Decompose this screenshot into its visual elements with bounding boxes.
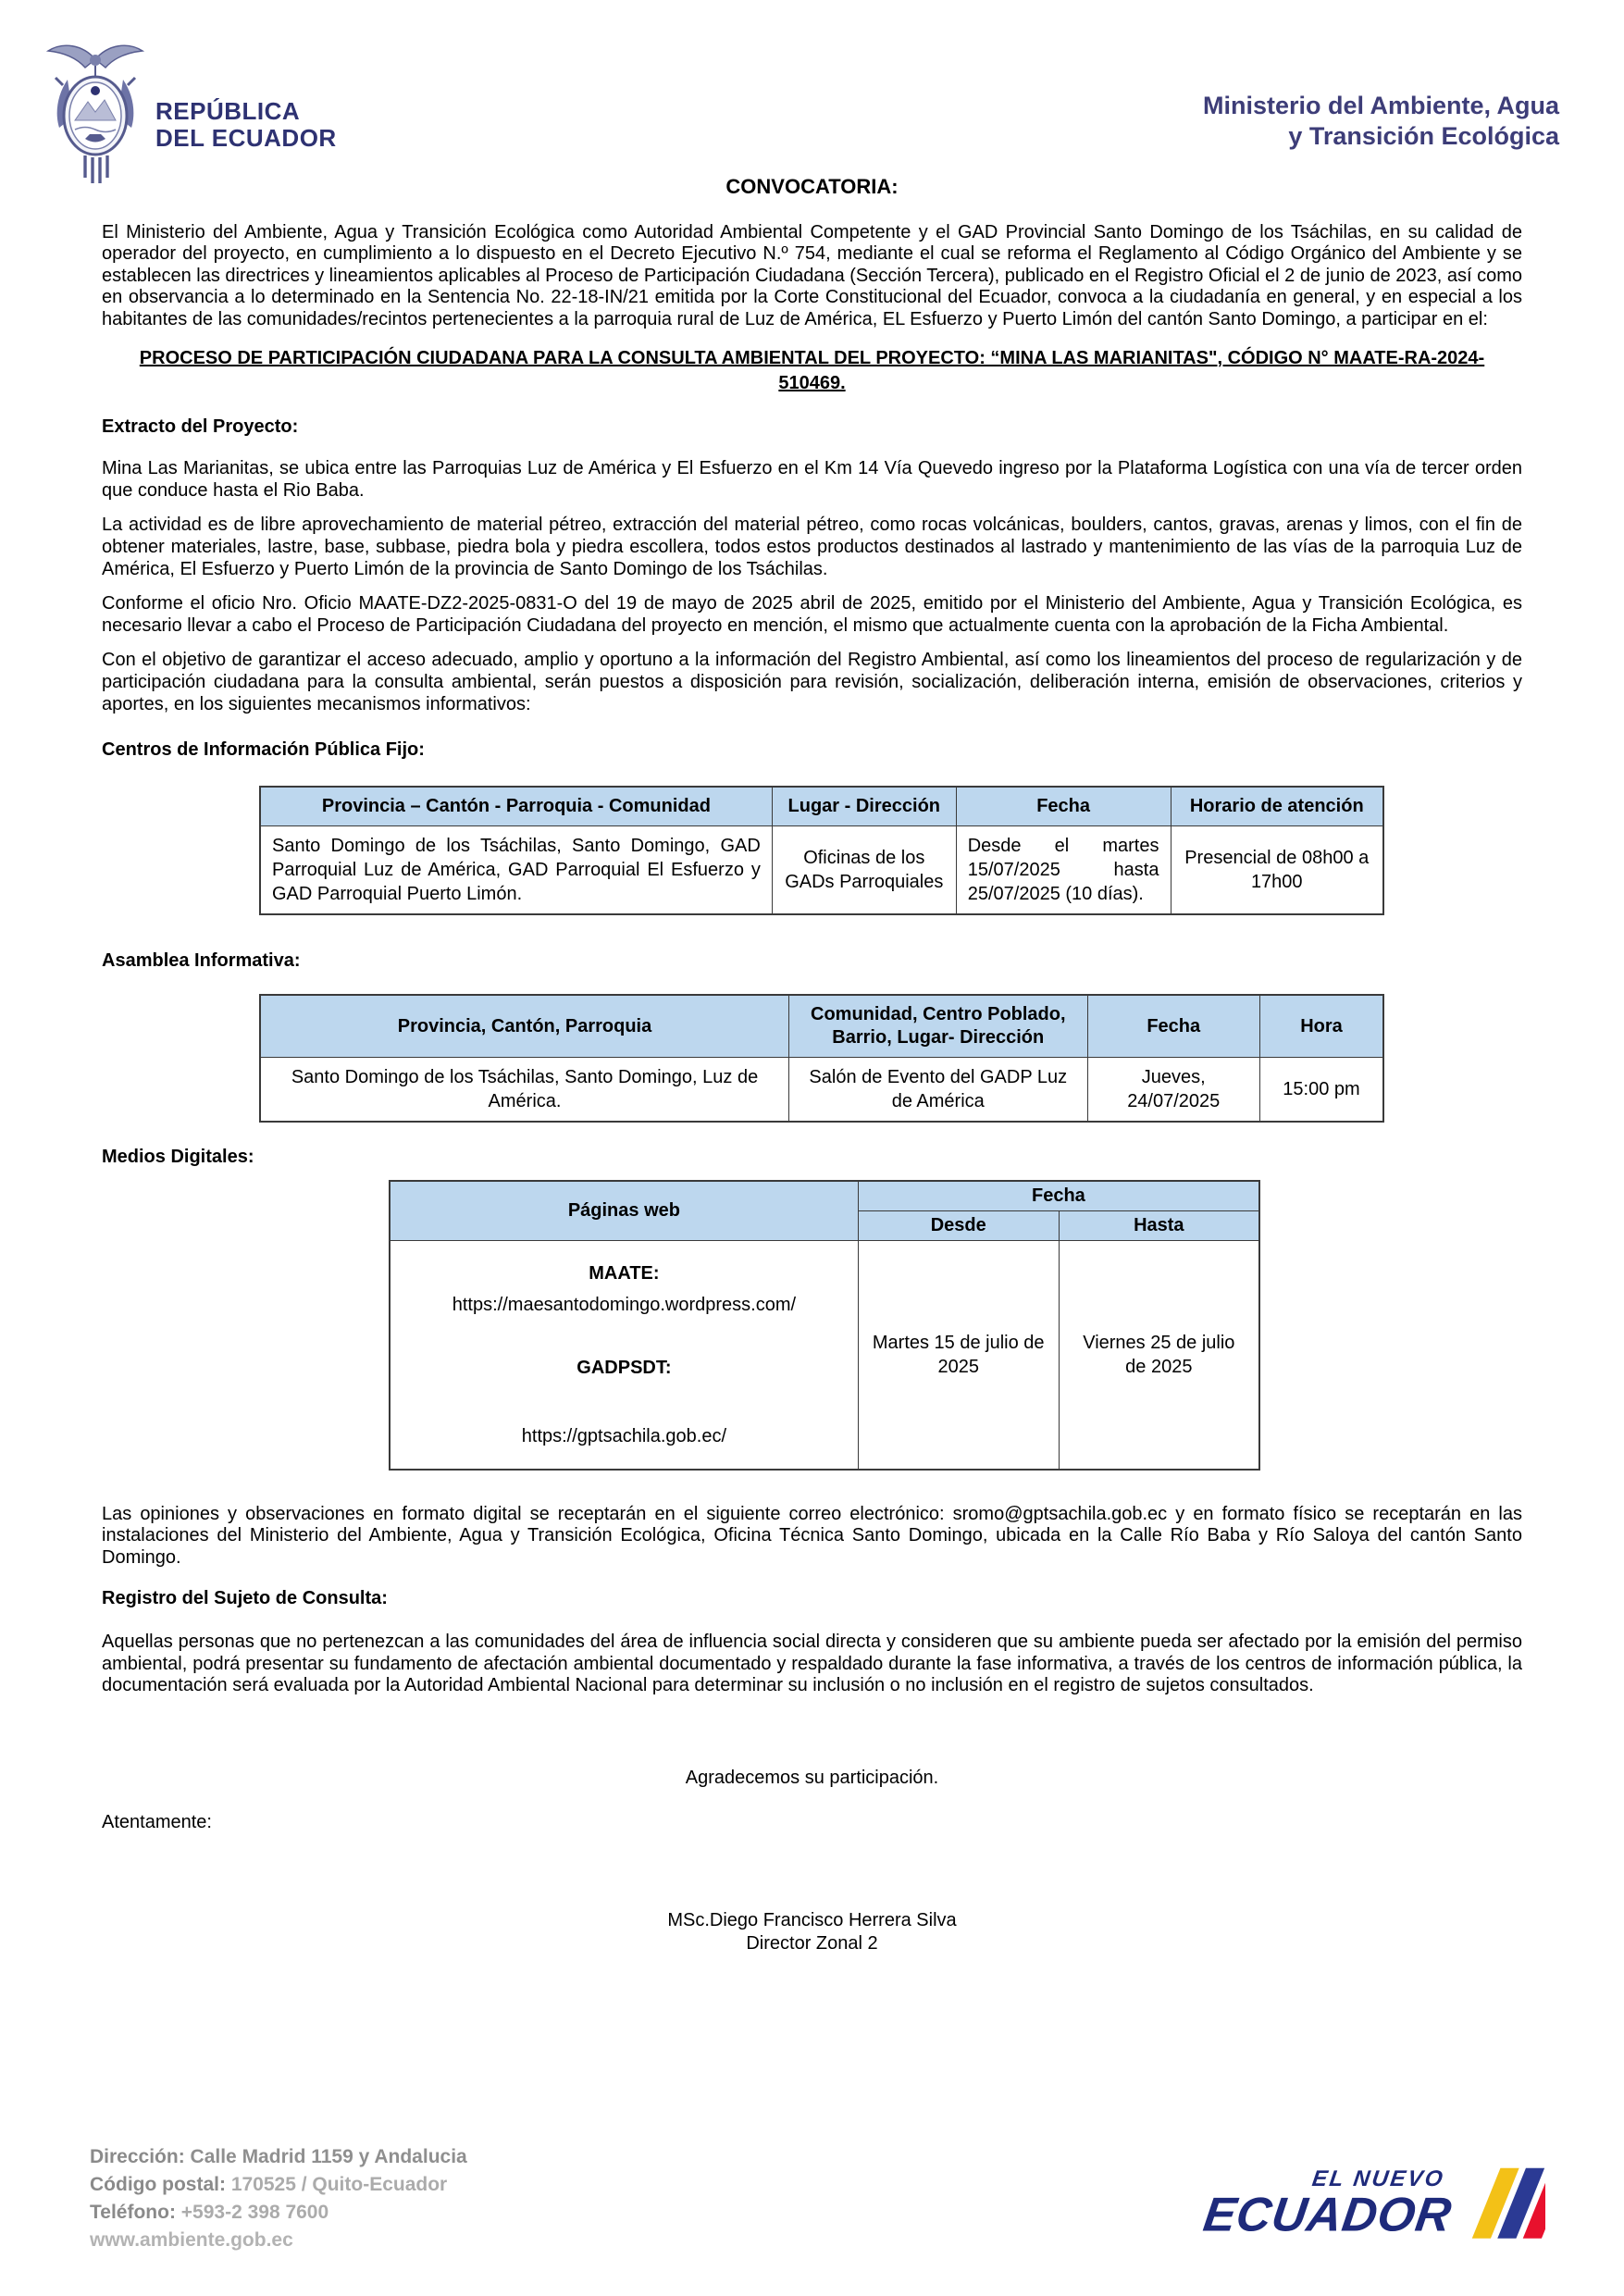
centros-heading: Centros de Información Pública Fijo: [102,739,425,761]
telefono-label: Teléfono: [90,2202,176,2223]
footer-telefono [90,2199,467,2227]
centros-cell-horario: Presencial de 08h00 a 17h00 [1171,825,1383,914]
table-header-row [260,787,1383,826]
svg-text:EL NUEVO: EL NUEVO [1310,2166,1446,2192]
medios-header-fecha: Fecha [858,1181,1259,1211]
codigo-value: 170525 / Quito-Ecuador [225,2174,448,2195]
republic-wordmark [155,98,337,152]
gadpsdt-url: https://gptsachila.gob.ec/ [521,1425,727,1446]
direccion-value: Calle Madrid 1159 y Andalucia [184,2146,467,2167]
centros-cell-fecha: Desde el martes 15/07/2025 hasta 25/07/2025 (10 días). [956,825,1171,914]
table-row [260,1058,1383,1123]
intro-paragraph: El Ministerio del Ambiente, Agua y Transición Ecológica como Autoridad Ambiental Competente y el GAD Provincial Santo Domingo de los Tsáchilas, en su calidad de operador del proyecto, en cumplimiento a lo dispuesto en el Decreto Ejecutivo N.º 754, mediante el cual se reforma el Reglamento al Código Orgánico del Ambiente y se establecen las directrices y lineamientos aplicables al Proceso de Participación Ciudadana (Sección Tercera), publicado en el Registro Oficial el 2 de junio de 2023, así como en observancia a lo determinado en la Sentencia No. 22-18-IN/21 emitida por la Corte Constitucional del Ecuador, convoca a la ciudadanía en general, y en especial a los habitantes de las comunidades/recintos pertenecientes a la parroquia rural de Luz de América, EL Esfuerzo y Puerto Limón del cantón Santo Domingo, a participar en el: [102,221,1522,329]
footer-contact-block [90,2143,467,2254]
medios-heading: Medios Digitales: [102,1147,254,1168]
table-row [390,1240,1259,1470]
paragraph-objetivo: Con el objetivo de garantizar el acceso adecuado, amplio y oportuno a la información del Registro Ambiental, así como los lineamientos del proceso de regularización y de participación ciudadana para la consulta ambiental, serán puestos a disposición para revisión, socialización, deliberación interna, emisión de observaciones, criterios y aportes, en los siguientes mecanismos informativos: [102,650,1522,714]
centros-header-horario: Horario de atención [1171,787,1383,826]
ministry-line1: Ministerio del Ambiente, Agua [1202,92,1559,119]
el-nuevo-ecuador-logo [1194,2156,1545,2253]
centros-cell-lugar: Oficinas de los GADs Parroquiales [772,825,956,914]
asamblea-header-comunidad: Comunidad, Centro Poblado, Barrio, Lugar- Dirección [789,995,1088,1058]
table-header-row [260,995,1383,1058]
paragraph-actividad: La actividad es de libre aprovechamiento de material pétreo, extracción del material pétreo, como rocas volcánicas, boulders, cantos, gravas, arenas y limos, con el fin de obtener materiales, lastre, base, subbase, piedra bola y piedra escollera, todos estos productos destinados al lastrado y mantenimiento de las vías de la parroquia Luz de América, El Esfuerzo y Puerto Limón de la provincia de Santo Domingo de los Tsáchilas. [102,515,1522,579]
asamblea-header-hora: Hora [1259,995,1383,1058]
medios-cell-desde: Martes 15 de julio de 2025 [858,1240,1059,1470]
footer-direccion [90,2143,467,2171]
paragraph-opiniones: Las opiniones y observaciones en formato digital se receptarán en el siguiente correo electrónico: sromo@gptsachila.gob.ec y en formato físico se receptarán en las instalaciones del Ministerio del Ambiente, Agua y Transición Ecológica, Oficina Técnica Santo Domingo, ubicada en la Calle Río Baba y Río Saloya del cantón Santo Domingo. [102,1503,1522,1569]
footer-website: www.ambiente.gob.ec [90,2229,293,2251]
atentamente-line: Atentamente: [102,1811,212,1832]
process-title: PROCESO DE PARTICIPACIÓN CIUDADANA PARA LA CONSULTA AMBIENTAL DEL PROYECTO: “MINA LAS MARIANITAS", CÓDIGO N° MAATE-RA-2024-510469. [139,347,1485,393]
centros-header-lugar: Lugar - Dirección [772,787,956,826]
ministry-line2: y Transición Ecológica [1288,122,1559,150]
centros-cell-provincia: Santo Domingo de los Tsáchilas, Santo Domingo, GAD Parroquial Luz de América, GAD Parroquial El Esfuerzo y GAD Parroquial Puerto Limón. [260,825,772,914]
asamblea-cell-provincia: Santo Domingo de los Tsáchilas, Santo Domingo, Luz de América. [260,1058,789,1123]
asamblea-header-fecha: Fecha [1087,995,1259,1058]
codigo-label: Código postal: [90,2174,226,2195]
paragraph-oficio: Conforme el oficio Nro. Oficio MAATE-DZ2-2025-0831-O del 19 de mayo de 2025 abril de 2025, emitido por el Ministerio del Ambiente, Agua y Transición Ecológica, es necesario llevar a cabo el Proceso de Participación Ciudadana del proyecto en mención, el mismo que actualmente cuenta con la aprobación de la Ficha Ambiental. [102,593,1522,636]
medios-cell-hasta: Viernes 25 de julio de 2025 [1059,1240,1259,1470]
direccion-label: Dirección: [90,2146,185,2167]
asamblea-heading: Asamblea Informativa: [102,949,301,971]
centros-header-provincia: Provincia – Cantón - Parroquia - Comunidad [260,787,772,826]
signature-title: Director Zonal 2 [746,1933,878,1955]
document-body [102,176,1522,1955]
medios-table [389,1180,1260,1471]
republic-line1: REPÚBLICA [155,97,301,125]
table-header-row [390,1181,1259,1211]
medios-cell-paginas [390,1240,858,1470]
signature-name: MSc.Diego Francisco Herrera Silva [667,1910,957,1931]
page-title: CONVOCATORIA: [725,175,899,198]
centros-table [259,786,1384,915]
paragraph-registro: Aquellas personas que no pertenezcan a las comunidades del área de influencia social directa y consideren que su ambiente pueda ser afectado por la emisión del permiso ambiental, podrá presentar su fundamento de afectación ambiental documentado y respaldado durante la fase informativa, a través de los centros de información pública, la documentación será evaluada por la Autoridad Ambiental Nacional para determinar su inclusión o no inclusión en el registro de sujetos consultados. [102,1632,1522,1696]
asamblea-cell-hora: 15:00 pm [1259,1058,1383,1123]
medios-header-paginas: Páginas web [390,1181,858,1241]
ecuador-coat-of-arms-icon [39,37,152,190]
thanks-line: Agradecemos su participación. [685,1768,939,1789]
medios-header-hasta: Hasta [1059,1210,1259,1240]
telefono-value: +593-2 398 7600 [175,2202,329,2223]
extracto-heading: Extracto del Proyecto: [102,416,299,437]
centros-header-fecha: Fecha [956,787,1171,826]
registro-heading: Registro del Sujeto de Consulta: [102,1587,388,1608]
asamblea-cell-comunidad: Salón de Evento del GADP Luz de América [789,1058,1088,1123]
asamblea-table [259,994,1384,1123]
gadpsdt-label: GADPSDT: [576,1357,672,1378]
maate-url: https://maesantodomingo.wordpress.com/ [452,1294,797,1315]
svg-text:ECUADOR: ECUADOR [1200,2188,1456,2242]
asamblea-header-provincia: Provincia, Cantón, Parroquia [260,995,789,1058]
ministry-wordmark [1203,91,1559,152]
signature-block [102,1909,1522,1955]
medios-header-desde: Desde [858,1210,1059,1240]
paragraph-ubicacion: Mina Las Marianitas, se ubica entre las Parroquias Luz de América y El Esfuerzo en el Km 14 Vía Quevedo ingreso por la Plataforma Logística con una vía de tercer orden que conduce hasta el Rio Baba. [102,458,1522,501]
asamblea-cell-fecha: Jueves, 24/07/2025 [1087,1058,1259,1123]
republic-line2: DEL ECUADOR [155,124,337,152]
footer-codigo-postal [90,2171,467,2199]
maate-label: MAATE: [589,1262,660,1284]
table-row [260,825,1383,914]
